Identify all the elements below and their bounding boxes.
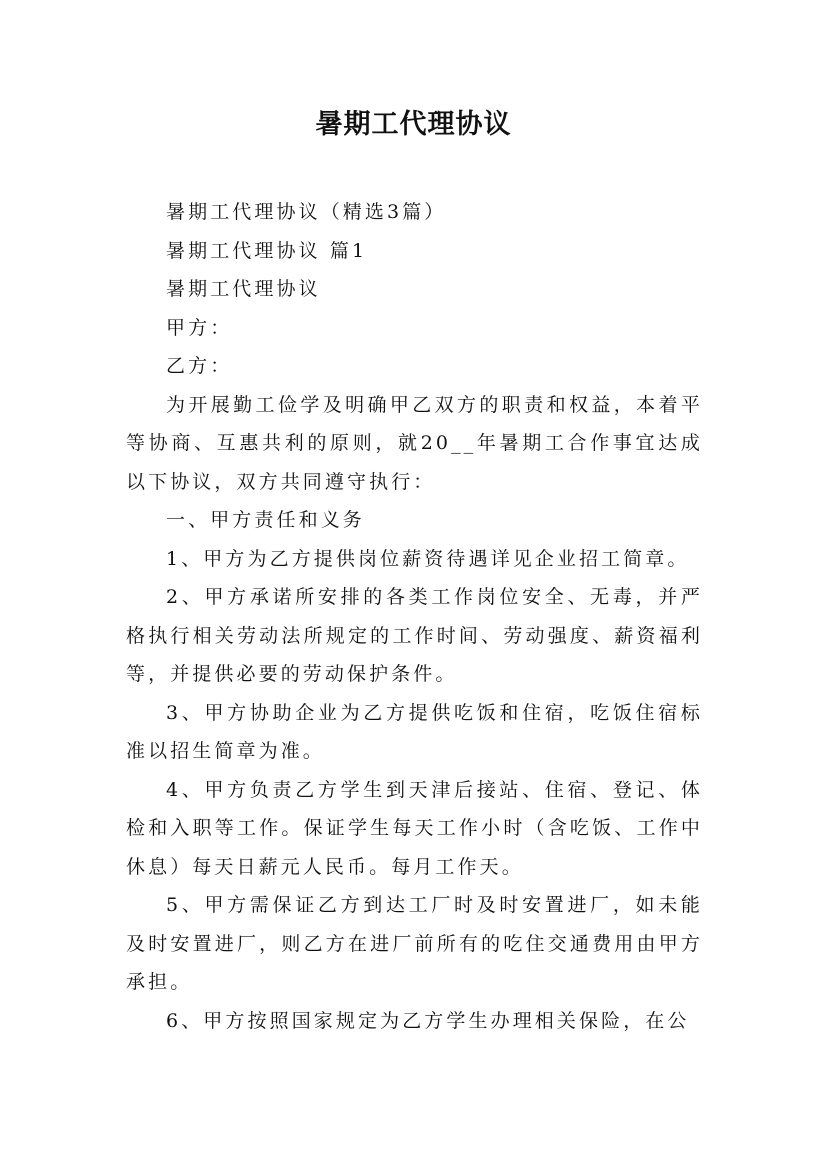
document-title: 暑期工代理协议 <box>315 109 512 140</box>
clause-item: 2、甲方承诺所安排的各类工作岗位安全、无毒，并严格执行相关劳动法所规定的工作时间、劳动强度、薪资福利等，并提供必要的劳动保护条件。 <box>126 586 703 685</box>
agreement-name: 暑期工代理协议 <box>166 278 321 300</box>
clause-item: 1、甲方为乙方提供岗位薪资待遇详见企业招工简章。 <box>166 547 690 570</box>
section-heading: 暑期工代理协议 篇1 <box>166 239 368 262</box>
document-body <box>126 193 703 1040</box>
subtitle-paragraph: 暑期工代理协议（精选3篇） <box>166 201 447 223</box>
clause-item: 3、甲方协助企业为乙方提供吃饭和住宿，吃饭住宿标准以招生简章为准。 <box>126 701 703 762</box>
clause-item: 6、甲方按照国家规定为乙方学生办理相关保险，在公 <box>166 1009 690 1032</box>
party-b-line: 乙方： <box>166 355 233 377</box>
preamble-paragraph: 为开展勤工俭学及明确甲乙双方的职责和权益，本着平等协商、互惠共利的原则，就20__年暑期工合作事宜达成以下协议，双方共同遵守执行： <box>126 393 703 493</box>
party-a-line: 甲方： <box>166 316 233 339</box>
clause-item: 5、甲方需保证乙方到达工厂时及时安置进厂，如未能及时安置进厂，则乙方在进厂前所有的吃住交通费用由甲方承担。 <box>126 894 703 993</box>
clause-heading: 一、甲方责任和义务 <box>166 509 365 531</box>
clause-item: 4、甲方负责乙方学生到天津后接站、住宿、登记、体检和入职等工作。保证学生每天工作小时（含吃饭、工作中休息）每天日薪元人民币。每月工作天。 <box>126 778 703 878</box>
